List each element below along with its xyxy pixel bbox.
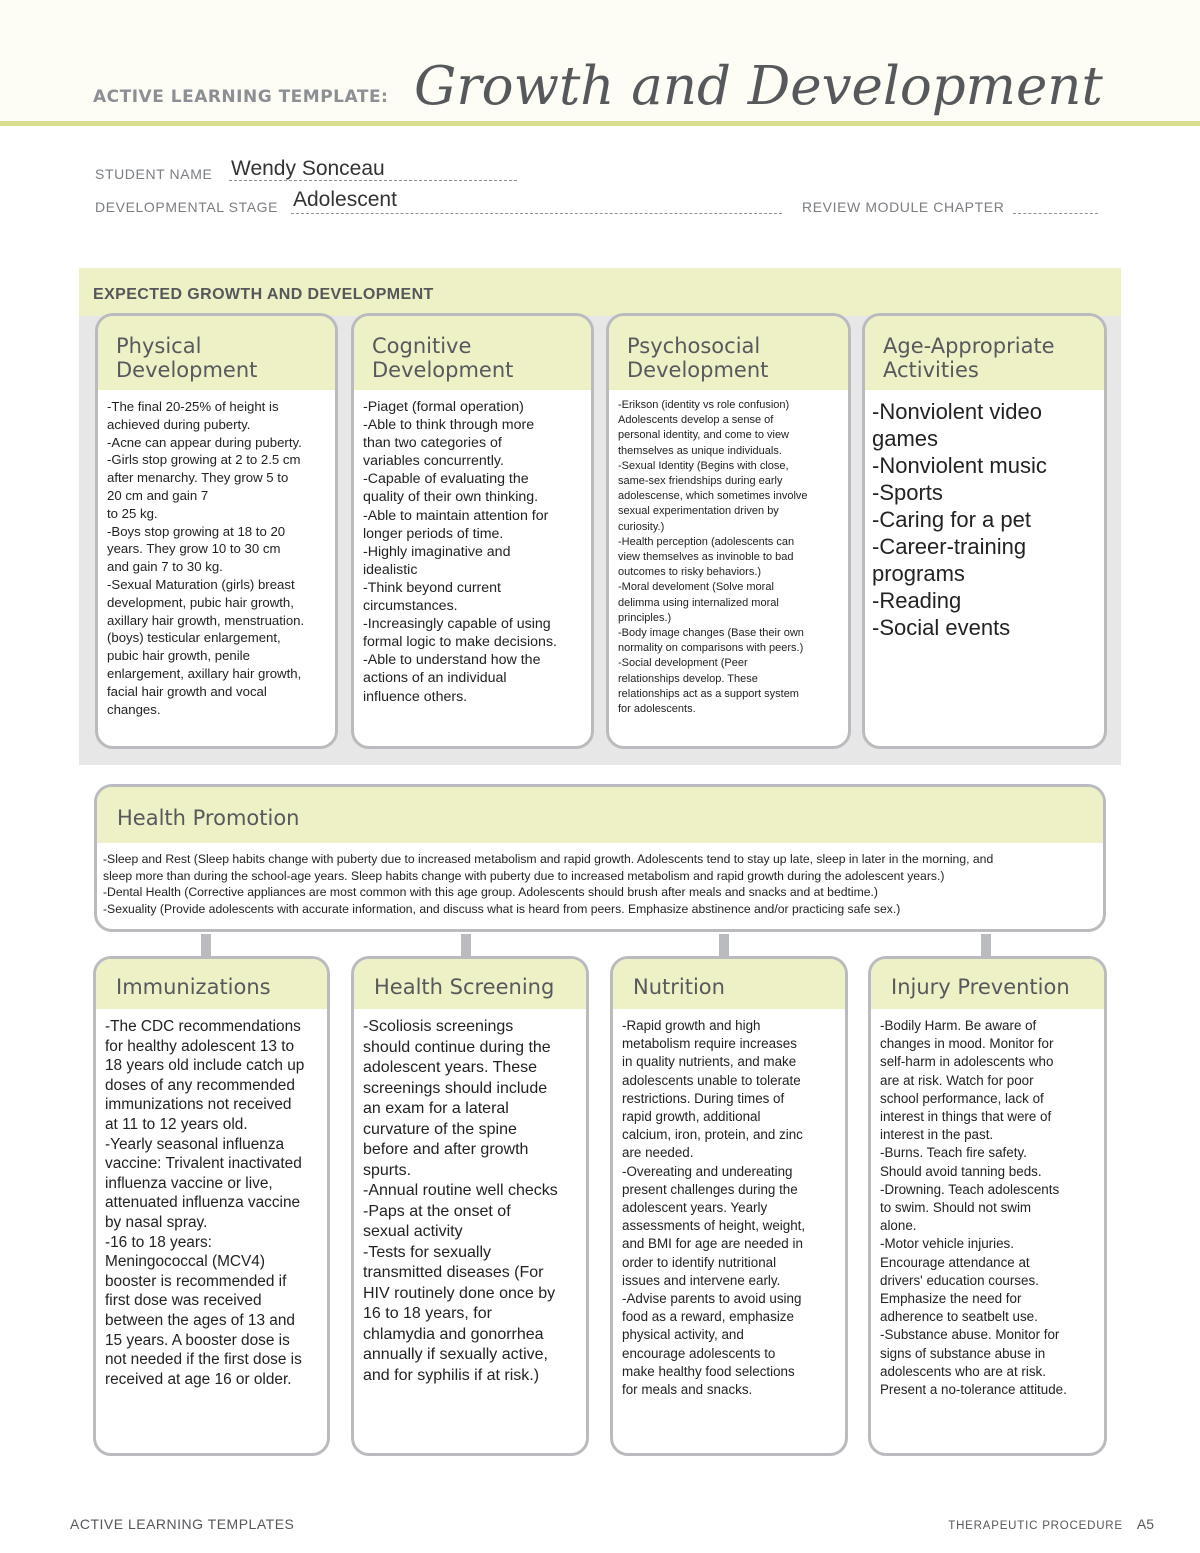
- text-line: -The final 20-25% of height is: [107, 399, 279, 414]
- text-line: rapid growth, additional: [622, 1109, 761, 1125]
- health-promotion-title: Health Promotion: [97, 787, 1103, 843]
- physical-development-header: [98, 316, 335, 390]
- age-appropriate-activities-card: [862, 313, 1107, 749]
- text-line: outcomes to risky behaviors.): [618, 566, 762, 579]
- text-line: should continue during the: [363, 1038, 551, 1056]
- text-line: -Able to understand how the: [363, 652, 541, 669]
- text-line: -Think beyond current: [363, 579, 502, 596]
- text-line: enlargement, axillary hair growth,: [107, 665, 302, 681]
- text-line: assessments of height, weight,: [622, 1218, 806, 1234]
- developmental-stage-label: DEVELOPMENTAL STAGE: [95, 199, 279, 215]
- text-line: actions of an individual: [363, 670, 507, 687]
- physical-development-title-2: Development: [116, 358, 258, 382]
- text-line: attenuated influenza vaccine: [105, 1194, 301, 1212]
- text-line: food as a reward, emphasize: [622, 1309, 794, 1325]
- text-line: to swim. Should not swim: [880, 1200, 1032, 1216]
- text-line: received at age 16 or older.: [105, 1370, 292, 1388]
- text-line: immunizations not received: [105, 1096, 292, 1114]
- text-line: adolescent years. Yearly: [622, 1200, 768, 1216]
- immunizations-card: [93, 956, 330, 1456]
- text-line: vaccine: Trivalent inactivated: [105, 1155, 302, 1173]
- connector: [201, 934, 211, 956]
- text-line: Meningococcal (MCV4): [105, 1253, 265, 1271]
- psychosocial-development-title-2: Development: [627, 358, 769, 382]
- cognitive-development-header: [354, 316, 591, 390]
- text-line: -Annual routine well checks: [363, 1182, 558, 1199]
- text-line: than two categories of: [363, 435, 502, 452]
- text-line: facial hair growth and vocal: [107, 683, 267, 699]
- text-line: games: [872, 426, 939, 451]
- text-line: sexual experimentation driven by: [618, 505, 779, 518]
- text-line: relationships develop. These: [618, 672, 758, 685]
- psychosocial-development-title-1: Psychosocial: [627, 334, 761, 358]
- text-line: curvature of the spine: [363, 1120, 517, 1138]
- text-line: years. They grow 10 to 30 cm: [107, 541, 281, 557]
- injury-prevention-text: [871, 1009, 1104, 1399]
- footer-right: [948, 1516, 1154, 1532]
- text-line: -Burns. Teach fire safety.: [880, 1145, 1027, 1161]
- text-line: adolescents unable to tolerate: [622, 1072, 801, 1088]
- text-line: development, pubic hair growth,: [107, 594, 294, 610]
- text-line: make healthy food selections: [622, 1363, 795, 1379]
- age-appropriate-activities-header: [865, 316, 1104, 390]
- text-line: Present a no-tolerance attitude.: [880, 1382, 1067, 1398]
- text-line: to 25 kg.: [107, 505, 158, 521]
- text-line: not needed if the first dose is: [105, 1351, 302, 1369]
- text-line: -Able to maintain attention for: [363, 507, 549, 524]
- text-line: relationships act as a support system: [618, 687, 799, 700]
- text-line: -Reading: [872, 588, 962, 613]
- physical-development-text: [98, 390, 335, 718]
- text-line: before and after growth: [363, 1141, 529, 1158]
- text-line: quality of their own thinking.: [363, 489, 539, 506]
- health-promotion-text: [97, 843, 1103, 917]
- text-line: between the ages of 13 and: [105, 1311, 295, 1329]
- text-line: curiosity.): [618, 520, 665, 533]
- text-line: -Dental Health (Corrective appliances are most common with this age group. Adolescents should brush after meals and snacks and at bedtime.): [103, 885, 878, 899]
- text-line: -Bodily Harm. Be aware of: [880, 1018, 1037, 1033]
- text-line: themselves as unique individuals.: [618, 444, 782, 457]
- footer-title: ACTIVE LEARNING TEMPLATES: [70, 1516, 295, 1532]
- developmental-stage-field[interactable]: Adolescent: [293, 188, 397, 211]
- text-line: first dose was received: [105, 1292, 262, 1310]
- health-screening-text: [354, 1009, 586, 1386]
- review-module-chapter-label: REVIEW MODULE CHAPTER: [802, 199, 1005, 215]
- text-line: in quality nutrients, and make: [622, 1054, 797, 1070]
- text-line: adolescent years. These: [363, 1059, 538, 1076]
- text-line: sleep more than during the school-age years. Sleep habits change with puberty due to increased metabolism and rapid growth during the adolescent years.): [103, 868, 945, 883]
- text-line: -Body image changes (Base their own: [618, 627, 804, 640]
- text-line: an exam for a lateral: [363, 1100, 509, 1117]
- text-line: -Career-training: [872, 534, 1027, 559]
- text-line: pubic hair growth, penile: [107, 648, 250, 664]
- footer-section: THERAPEUTIC PROCEDURE: [948, 1520, 1123, 1532]
- text-line: are needed.: [622, 1145, 694, 1161]
- text-line: are at risk. Watch for poor: [880, 1072, 1034, 1088]
- text-line: 20 cm and gain 7: [107, 487, 209, 503]
- text-line: encourage adolescents to: [622, 1345, 776, 1361]
- text-line: physical activity, and: [622, 1327, 744, 1343]
- text-line: for adolescents.: [618, 703, 696, 716]
- text-line: HIV routinely done once by: [363, 1284, 556, 1302]
- text-line: -Substance abuse. Monitor for: [880, 1327, 1060, 1343]
- text-line: -Rapid growth and high: [622, 1018, 761, 1033]
- text-line: same-sex friendships during early: [618, 475, 783, 488]
- cognitive-development-title-2: Development: [372, 358, 514, 382]
- text-line: -Nonviolent video: [872, 399, 1042, 424]
- text-line: at 11 to 12 years old.: [105, 1115, 248, 1133]
- text-line: alone.: [880, 1218, 917, 1234]
- text-line: -Sexual Maturation (girls) breast: [107, 576, 295, 592]
- nutrition-card: [610, 956, 848, 1456]
- text-line: adherence to seatbelt use.: [880, 1309, 1038, 1325]
- psychosocial-development-text: [609, 390, 848, 717]
- text-line: and BMI for age are needed in: [622, 1236, 803, 1252]
- text-line: view themselves as invinoble to bad: [618, 551, 794, 564]
- text-line: -Capable of evaluating the: [363, 471, 529, 488]
- text-line: metabolism require increases: [622, 1036, 797, 1052]
- text-line: -Acne can appear during puberty.: [107, 434, 302, 450]
- text-line: Emphasize the need for: [880, 1291, 1022, 1307]
- connector: [719, 934, 729, 956]
- text-line: transmitted diseases (For: [363, 1264, 544, 1281]
- text-line: for meals and snacks.: [622, 1382, 753, 1398]
- text-line: after menarchy. They grow 5 to: [107, 470, 289, 486]
- text-line: -Sleep and Rest (Sleep habits change with puberty due to increased metabolism and rapid growth. Adolescents tend to stay up late, sleep in later in the morning, and: [103, 852, 994, 866]
- expected-section-title: EXPECTED GROWTH AND DEVELOPMENT: [93, 286, 434, 303]
- nutrition-title: Nutrition: [613, 959, 845, 1009]
- psychosocial-development-card: [606, 313, 851, 749]
- cognitive-development-title-1: Cognitive: [372, 334, 472, 358]
- text-line: changes.: [107, 701, 161, 717]
- text-line: school performance, lack of: [880, 1090, 1044, 1106]
- text-line: screenings should include: [363, 1079, 548, 1097]
- age-appropriate-activities-title-2: Activities: [883, 358, 979, 382]
- text-line: -Paps at the onset of: [363, 1202, 511, 1220]
- psychosocial-development-header: [609, 316, 848, 390]
- text-line: 16 to 18 years, for: [363, 1305, 492, 1322]
- review-module-chapter-line: [1013, 213, 1098, 214]
- text-line: signs of substance abuse in: [880, 1345, 1046, 1361]
- text-line: influenza vaccine or live,: [105, 1174, 273, 1192]
- text-line: present challenges during the: [622, 1181, 798, 1197]
- cognitive-development-card: [351, 313, 594, 749]
- text-line: annually if sexually active,: [363, 1346, 548, 1363]
- injury-prevention-title: Injury Prevention: [871, 959, 1104, 1009]
- text-line: adolescents who are at risk.: [880, 1363, 1046, 1379]
- text-line: Should avoid tanning beds.: [880, 1163, 1042, 1179]
- page-number: A5: [1136, 1516, 1154, 1532]
- text-line: by nasal spray.: [105, 1213, 208, 1231]
- text-line: -Drowning. Teach adolescents: [880, 1181, 1060, 1197]
- text-line: doses of any recommended: [105, 1076, 295, 1094]
- health-screening-card: [351, 956, 589, 1456]
- text-line: -Sexuality (Provide adolescents with accurate information, and discuss what is heard from peers. Emphasize abstinence and/or practicing safe sex.): [103, 901, 901, 916]
- text-line: axillary hair growth, menstruation.: [107, 612, 305, 628]
- text-line: -Social events: [872, 615, 1011, 640]
- text-line: personal identity, and come to view: [618, 429, 789, 442]
- cognitive-development-text: [354, 390, 591, 706]
- text-line: -Girls stop growing at 2 to 2.5 cm: [107, 452, 301, 468]
- text-line: -Nonviolent music: [872, 453, 1047, 478]
- student-name-field[interactable]: Wendy Sonceau: [231, 157, 385, 180]
- text-line: longer periods of time.: [363, 525, 504, 542]
- text-line: interest in the past.: [880, 1127, 994, 1143]
- text-line: drivers' education courses.: [880, 1272, 1039, 1288]
- template-label: ACTIVE LEARNING TEMPLATE:: [93, 87, 389, 107]
- text-line: -Moral develoment (Solve moral: [618, 581, 774, 594]
- text-line: 15 years. A booster dose is: [105, 1331, 290, 1349]
- text-line: -Motor vehicle injuries.: [880, 1236, 1014, 1252]
- text-line: and gain 7 to 30 kg.: [107, 559, 223, 575]
- text-line: idealistic: [363, 561, 418, 578]
- health-promotion-card: [94, 784, 1106, 932]
- text-line: -Yearly seasonal influenza: [105, 1135, 285, 1153]
- text-line: order to identify nutritional: [622, 1254, 777, 1270]
- text-line: booster is recommended if: [105, 1272, 287, 1290]
- text-line: -Able to think through more: [363, 417, 535, 434]
- text-line: spurts.: [363, 1161, 412, 1179]
- immunizations-title: Immunizations: [96, 959, 327, 1009]
- text-line: variables concurrently.: [363, 453, 504, 470]
- text-line: formal logic to make decisions.: [363, 634, 557, 651]
- text-line: calcium, iron, protein, and zinc: [622, 1127, 803, 1143]
- text-line: programs: [872, 561, 965, 586]
- text-line: -Caring for a pet: [872, 507, 1031, 532]
- text-line: issues and intervene early.: [622, 1272, 781, 1288]
- text-line: -Sexual Identity (Begins with close,: [618, 459, 789, 472]
- text-line: and for syphilis if at risk.): [363, 1366, 540, 1384]
- text-line: -Health perception (adolescents can: [618, 535, 795, 548]
- physical-development-card: [95, 313, 338, 749]
- student-name-label: STUDENT NAME: [95, 166, 213, 182]
- text-line: Encourage attendance at: [880, 1254, 1030, 1270]
- text-line: changes in mood. Monitor for: [880, 1036, 1054, 1052]
- text-line: -Overeating and undereating: [622, 1163, 793, 1179]
- injury-prevention-card: [868, 956, 1107, 1456]
- immunizations-text: [96, 1009, 327, 1389]
- text-line: sexual activity: [363, 1223, 463, 1240]
- text-line: self-harm in adolescents who: [880, 1054, 1054, 1070]
- developmental-stage-line: [291, 213, 782, 214]
- text-line: -Highly imaginative and: [363, 543, 511, 560]
- text-line: -Scoliosis screenings: [363, 1018, 514, 1035]
- text-line: for healthy adolescent 13 to: [105, 1037, 295, 1055]
- text-line: chlamydia and gonorrhea: [363, 1325, 544, 1343]
- page-title: Growth and Development: [414, 56, 1103, 117]
- text-line: (boys) testicular enlargement,: [107, 630, 281, 646]
- text-line: -Piaget (formal operation): [363, 399, 524, 415]
- text-line: delimma using internalized moral: [618, 596, 779, 609]
- age-appropriate-activities-text: [865, 390, 1104, 641]
- text-line: -16 to 18 years:: [105, 1233, 212, 1251]
- health-screening-title: Health Screening: [354, 959, 586, 1009]
- text-line: interest in things that were of: [880, 1109, 1052, 1125]
- text-line: -Tests for sexually: [363, 1243, 492, 1261]
- text-line: influence others.: [363, 688, 468, 705]
- text-line: Adolescents develop a sense of: [618, 414, 774, 427]
- physical-development-title-1: Physical: [116, 334, 202, 358]
- text-line: circumstances.: [363, 598, 458, 615]
- text-line: -Boys stop growing at 18 to 20: [107, 523, 286, 539]
- connector: [981, 934, 991, 956]
- text-line: principles.): [618, 611, 672, 624]
- text-line: -The CDC recommendations: [105, 1018, 301, 1035]
- text-line: 18 years old include catch up: [105, 1057, 305, 1075]
- text-line: -Social development (Peer: [618, 657, 748, 670]
- text-line: restrictions. During times of: [622, 1090, 785, 1106]
- nutrition-text: [613, 1009, 845, 1399]
- age-appropriate-activities-title-1: Age-Appropriate: [883, 334, 1055, 358]
- connector: [461, 934, 471, 956]
- text-line: adolescense, which sometimes involve: [618, 490, 808, 503]
- text-line: -Erikson (identity vs role confusion): [618, 399, 790, 411]
- text-line: normality on comparisons with peers.): [618, 642, 804, 655]
- text-line: achieved during puberty.: [107, 416, 251, 432]
- text-line: -Increasingly capable of using: [363, 616, 551, 633]
- text-line: -Advise parents to avoid using: [622, 1291, 802, 1307]
- header-divider: [0, 121, 1200, 126]
- text-line: -Sports: [872, 480, 943, 505]
